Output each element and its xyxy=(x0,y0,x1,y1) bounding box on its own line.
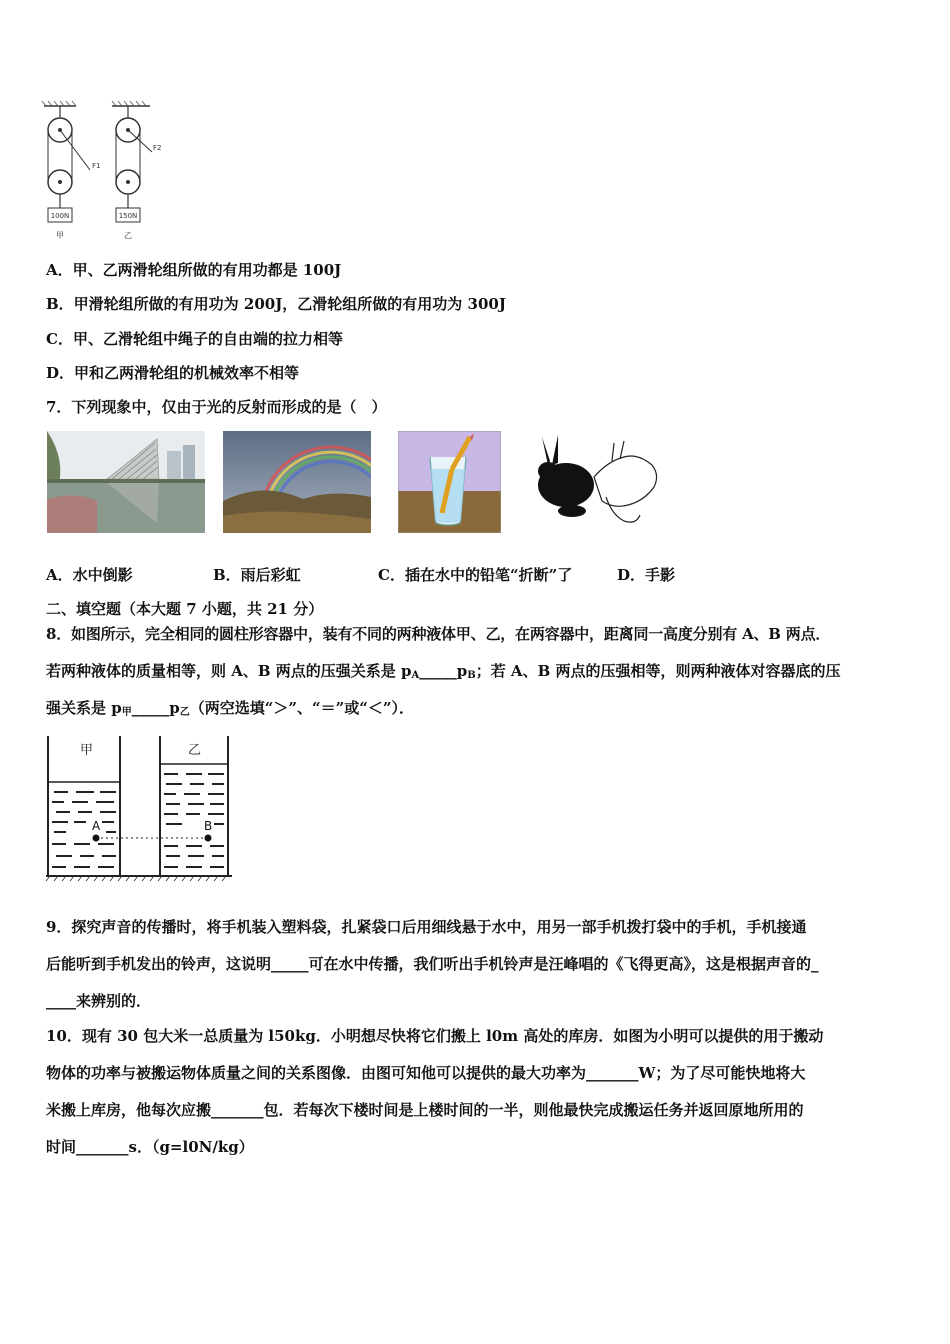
q7-option-a: A．水中倒影 xyxy=(46,566,133,584)
rainbow-photo xyxy=(223,431,371,533)
q8-line-2-b: p xyxy=(456,662,468,680)
q6-option-a: A．甲、乙两滑轮组所做的有用功都是 100J xyxy=(46,261,342,279)
q10-line-4: 时间_______s．（g=l0N/kg） xyxy=(46,1138,254,1156)
container-yi-label: 乙 xyxy=(188,743,202,758)
q7-option-d: D．手影 xyxy=(617,566,676,584)
q8-blank-a: _____ xyxy=(419,662,457,680)
right-pulley-label: 乙 xyxy=(124,231,132,240)
right-force-label: F2 xyxy=(153,144,162,152)
q6-option-b: B．甲滑轮组所做的有用功为 200J，乙滑轮组所做的有用功为 300J xyxy=(46,295,506,313)
q9-line-3: ____来辨别的． xyxy=(46,992,152,1010)
q10-line-2: 物体的功率与被搬运物体质量之间的关系图像．由图可知他可以提供的最大功率为_______W；为了尽可能快地将大 xyxy=(46,1064,806,1082)
q8-sub-jia: 甲 xyxy=(121,707,132,718)
reflection-photo xyxy=(47,431,205,533)
q8-line-2-c: ；若 A、B 两点的压强相等，则两种液体对容器底的压 xyxy=(475,662,841,680)
left-force-label: F1 xyxy=(92,162,101,170)
q8-line-2 xyxy=(46,661,840,686)
hand-shadow-image xyxy=(528,431,666,533)
q6-option-d: D．甲和乙两滑轮组的机械效率不相等 xyxy=(46,364,300,382)
q7-option-c: C．插在水中的铅笔“折断”了 xyxy=(378,566,573,584)
q8-line-2-a: 若两种液体的质量相等，则 A、B 两点的压强关系是 p xyxy=(46,662,412,680)
pencil-in-water-image xyxy=(398,431,501,533)
pulley-figure xyxy=(40,100,170,245)
q6-option-c: C．甲、乙滑轮组中绳子的自由端的拉力相等 xyxy=(46,330,343,348)
q8-line-3-b: p xyxy=(169,699,180,717)
q9-line-1: 9．探究声音的传播时，将手机装入塑料袋，扎紧袋口后用细线悬于水中，用另一部手机拨打袋中的手机，手机接通 xyxy=(46,918,807,936)
q8-sub-b: B xyxy=(467,670,476,681)
q8-sub-a: A xyxy=(411,670,420,681)
q8-line-3 xyxy=(46,698,414,723)
q8-sub-yi: 乙 xyxy=(179,707,190,718)
q7-stem: 7．下列现象中，仅由于光的反射而形成的是（ ） xyxy=(46,398,387,416)
left-weight-label: 100N xyxy=(50,212,70,220)
q8-blank-b: _____ xyxy=(131,699,170,717)
section-heading: 二、填空题（本大题 7 小题，共 21 分） xyxy=(46,600,324,618)
point-b-label: B xyxy=(204,819,213,833)
q10-line-3: 米搬上库房，他每次应搬_______包．若每次下楼时间是上楼时间的一半，则他最快完成搬运任务并返回原地所用的 xyxy=(46,1101,804,1119)
q7-option-b: B．雨后彩虹 xyxy=(213,566,301,584)
right-weight-label: 150N xyxy=(118,212,138,220)
left-pulley-label: 甲 xyxy=(56,231,64,240)
q9-line-2: 后能听到手机发出的铃声，这说明_____可在水中传播，我们听出手机铃声是汪峰唱的《飞得更高》，这是根据声音的_ xyxy=(46,955,819,973)
liquid-container-figure xyxy=(44,734,234,882)
q10-line-1: 10．现有 30 包大米一总质量为 l50kg．小明想尽快将它们搬上 l0m 高处的库房．如图为小明可以提供的用于搬动 xyxy=(46,1027,824,1045)
point-a-label: A xyxy=(92,819,101,833)
q8-line-1: 8．如图所示，完全相同的圆柱形容器中，装有不同的两种液体甲、乙，在两容器中，距离同一高度分别有 A、B 两点． xyxy=(46,625,831,643)
q8-line-3-a: 强关系是 p xyxy=(46,699,122,717)
container-jia-label: 甲 xyxy=(80,743,94,758)
q8-line-3-c: （两空选填“＞”、“＝”或“＜”）． xyxy=(189,699,414,717)
